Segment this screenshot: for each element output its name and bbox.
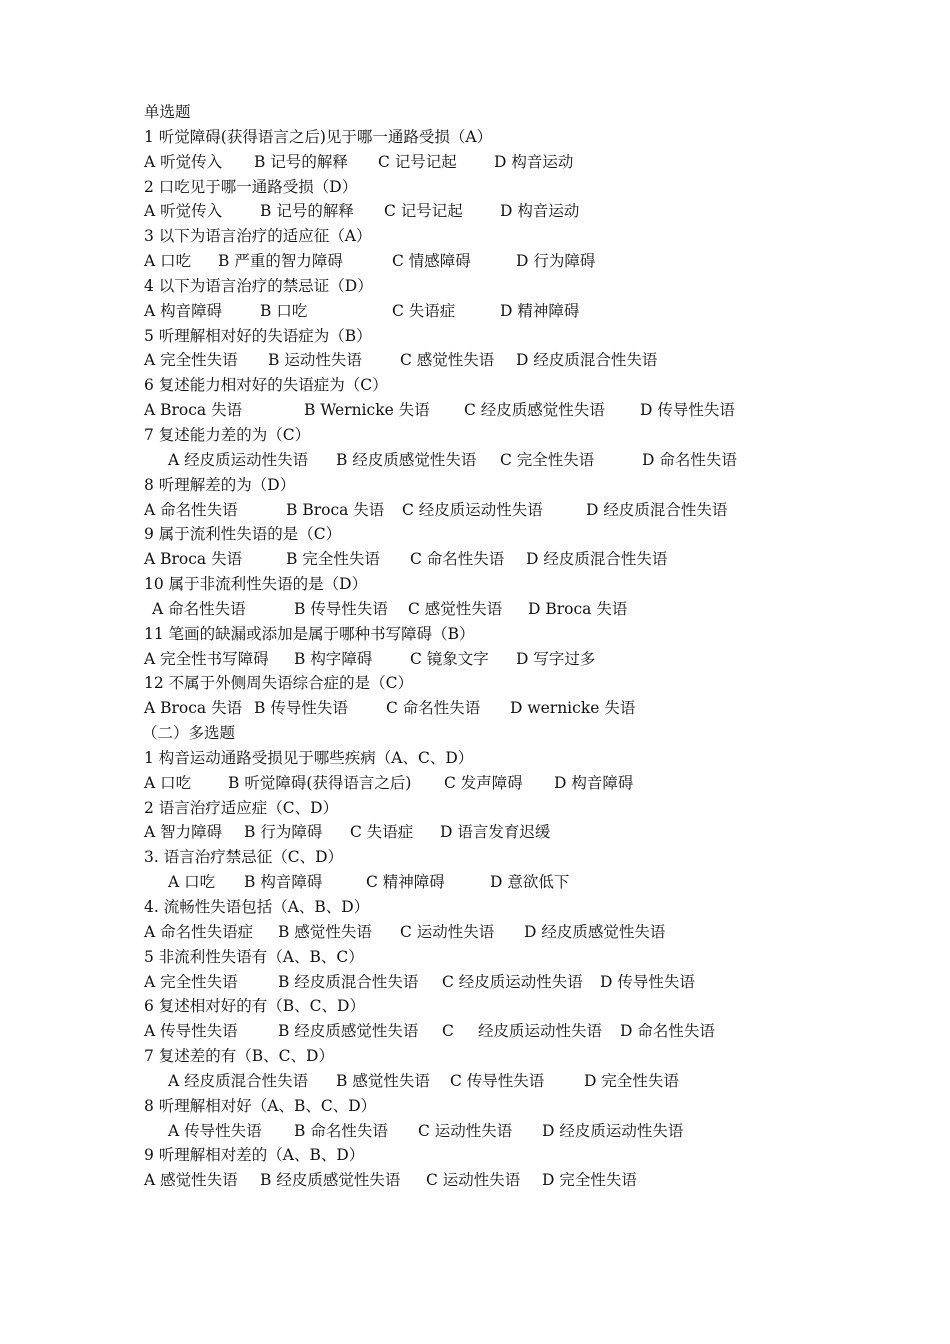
question-line-text: 6 复述相对好的有（B、C、D） (144, 997, 365, 1016)
option-text: C 经皮质运动性失语 (442, 972, 583, 991)
question-line (144, 423, 844, 448)
question-line-text: 6 复述能力相对好的失语症为（C） (144, 376, 388, 395)
option-text: A 听觉传入 (144, 202, 223, 221)
option-text: D 经皮质感觉性失语 (524, 922, 666, 941)
question-line (144, 324, 844, 349)
question-line (144, 895, 844, 920)
option-text: C 命名性失语 (386, 699, 481, 718)
option-text: A 传导性失语 (168, 1121, 262, 1140)
option-text: A 感觉性失语 (144, 1171, 238, 1190)
question-line-text: 2 语言治疗适应症（C、D） (144, 798, 339, 817)
option-text: B 经皮质感觉性失语 (260, 1171, 401, 1190)
question-line-text: 1 构音运动通路受损见于哪些疾病（A、C、D） (144, 748, 474, 767)
option-text: C 经皮质感觉性失语 (464, 401, 605, 420)
question-line (144, 671, 844, 696)
option-text: B 完全性失语 (286, 550, 380, 569)
options-line (144, 150, 844, 175)
options-line (144, 448, 844, 473)
option-text: D 经皮质混合性失语 (586, 500, 728, 519)
option-text: A 命名性失语 (144, 500, 238, 519)
options-line (144, 498, 844, 523)
option-text: B 经皮质感觉性失语 (278, 1022, 419, 1041)
option-text: A 传导性失语 (144, 1022, 238, 1041)
question-line (144, 1044, 844, 1069)
option-text: C 失语症 (350, 823, 414, 842)
option-text: A 完全性失语 (144, 972, 238, 991)
option-text: C 精神障碍 (366, 873, 445, 892)
question-line-text: 1 听觉障碍(获得语言之后)见于哪一通路受损（A） (144, 127, 493, 146)
question-line-text: 5 非流利性失语有（A、B、C） (144, 947, 364, 966)
question-line (144, 1143, 844, 1168)
option-text: B 命名性失语 (294, 1121, 388, 1140)
option-text: D 意欲低下 (490, 873, 570, 892)
options-line (144, 199, 844, 224)
option-text: A 完全性书写障碍 (144, 649, 269, 668)
option-text: B 经皮质混合性失语 (278, 972, 419, 991)
option-text: D 经皮质混合性失语 (526, 550, 668, 569)
option-text: C 运动性失语 (418, 1121, 513, 1140)
option-text: C 完全性失语 (500, 450, 595, 469)
options-line (144, 398, 844, 423)
question-line-text: 9 听理解相对差的（A、B、D） (144, 1146, 365, 1165)
question-line-text: 12 不属于外侧周失语综合症的是（C） (144, 674, 414, 693)
option-text: D 传导性失语 (600, 972, 695, 991)
section-title-multi-text: （二）多选题 (142, 724, 236, 743)
option-text: C 感觉性失语 (400, 351, 495, 370)
question-line-text: 10 属于非流利性失语的是（D） (144, 575, 368, 594)
question-line (144, 622, 844, 647)
option-text: B 传导性失语 (294, 599, 388, 618)
option-text: D Broca 失语 (528, 599, 628, 618)
question-line (144, 373, 844, 398)
option-text: 经皮质运动性失语 (478, 1022, 603, 1041)
option-text: A Broca 失语 (144, 699, 243, 718)
options-line (144, 771, 844, 796)
options-line (144, 970, 844, 995)
option-text: A 经皮质运动性失语 (168, 450, 309, 469)
option-text: D 完全性失语 (542, 1171, 637, 1190)
question-line (144, 845, 844, 870)
question-line (144, 796, 844, 821)
question-line (144, 473, 844, 498)
question-line-text: 3 以下为语言治疗的适应征（A） (144, 227, 372, 246)
question-line-text: 8 听理解差的为（D） (144, 475, 296, 494)
option-text: A 听觉传入 (144, 152, 223, 171)
options-line (144, 299, 844, 324)
option-text: D 经皮质混合性失语 (516, 351, 658, 370)
question-line-text: 5 听理解相对好的失语症为（B） (144, 326, 372, 345)
option-text: B 记号的解释 (254, 152, 348, 171)
options-line (144, 870, 844, 895)
question-line-text: 4. 流畅性失语包括（A、B、D） (144, 898, 370, 916)
option-text: B 感觉性失语 (336, 1071, 430, 1090)
question-line (144, 522, 844, 547)
options-line (144, 547, 844, 572)
option-text: C 情感障碍 (392, 252, 471, 271)
option-text: A 命名性失语 (152, 599, 246, 618)
question-line-text: 11 笔画的缺漏或添加是属于哪种书写障碍（B） (144, 624, 475, 643)
document-body (144, 100, 844, 1193)
option-text: B 感觉性失语 (278, 922, 372, 941)
question-line-text: 7 复述差的有（B、C、D） (144, 1047, 334, 1066)
question-line-text: 2 口吃见于哪一通路受损（D） (144, 177, 358, 196)
question-line (144, 994, 844, 1019)
options-line (144, 1119, 844, 1144)
option-text: D 写字过多 (516, 649, 596, 668)
option-text: C 命名性失语 (410, 550, 505, 569)
option-text: B 构字障碍 (294, 649, 373, 668)
option-text: B 传导性失语 (254, 699, 348, 718)
option-text: A Broca 失语 (144, 401, 243, 420)
options-line (144, 249, 844, 274)
option-text: C 运动性失语 (426, 1171, 521, 1190)
option-text: A 口吃 (144, 252, 192, 271)
section-title-single-text: 单选题 (144, 103, 191, 121)
option-text: B 经皮质感觉性失语 (336, 450, 477, 469)
option-text: C 镜象文字 (410, 649, 489, 668)
option-text: D 构音障碍 (554, 773, 634, 792)
option-text: B 记号的解释 (260, 202, 354, 221)
options-line (144, 348, 844, 373)
option-text: C 记号记起 (384, 202, 463, 221)
option-text: B 严重的智力障碍 (218, 252, 343, 271)
options-line (144, 1168, 844, 1193)
option-text: C (442, 1022, 454, 1041)
options-line (144, 597, 844, 622)
option-text: B 构音障碍 (244, 873, 323, 892)
option-text: C 发声障碍 (444, 773, 523, 792)
question-line (144, 224, 844, 249)
option-text: C 失语症 (392, 301, 456, 320)
question-line-text: 7 复述能力差的为（C） (144, 425, 311, 444)
option-text: B Broca 失语 (286, 500, 385, 519)
option-text: A 智力障碍 (144, 823, 223, 842)
options-line (144, 820, 844, 845)
section-title-multi (144, 721, 844, 746)
option-text: C 经皮质运动性失语 (402, 500, 543, 519)
options-line (144, 696, 844, 721)
option-text: D 传导性失语 (640, 401, 735, 420)
options-line (144, 1069, 844, 1094)
option-text: D 精神障碍 (500, 301, 580, 320)
option-text: C 传导性失语 (450, 1071, 545, 1090)
option-text: D 经皮质运动性失语 (542, 1121, 684, 1140)
question-line (144, 746, 844, 771)
section-title-single (144, 100, 844, 125)
option-text: A Broca 失语 (144, 550, 243, 569)
option-text: B 口吃 (260, 301, 308, 320)
option-text: A 口吃 (168, 873, 216, 892)
option-text: D 完全性失语 (584, 1071, 679, 1090)
options-line (144, 920, 844, 945)
option-text: A 完全性失语 (144, 351, 238, 370)
option-text: C 记号记起 (378, 152, 457, 171)
question-line (144, 1094, 844, 1119)
option-text: D 命名性失语 (620, 1022, 715, 1041)
question-line (144, 125, 844, 150)
option-text: B 行为障碍 (244, 823, 323, 842)
option-text: D 行为障碍 (516, 252, 596, 271)
question-line-text: 3. 语言治疗禁忌征（C、D） (144, 848, 344, 867)
question-line (144, 945, 844, 970)
question-line (144, 572, 844, 597)
option-text: A 经皮质混合性失语 (168, 1071, 309, 1090)
option-text: D 构音运动 (494, 152, 574, 171)
option-text: B Wernicke 失语 (304, 401, 430, 420)
options-line (144, 1019, 844, 1044)
option-text: C 运动性失语 (400, 922, 495, 941)
option-text: A 口吃 (144, 773, 192, 792)
question-line-text: 9 属于流利性失语的是（C） (144, 525, 342, 544)
option-text: B 运动性失语 (268, 351, 362, 370)
question-line (144, 274, 844, 299)
question-line-text: 4 以下为语言治疗的禁忌证（D） (144, 276, 373, 295)
option-text: A 命名性失语症 (144, 922, 254, 941)
option-text: A 构音障碍 (144, 301, 223, 320)
option-text: D wernicke 失语 (510, 699, 636, 718)
option-text: D 命名性失语 (642, 450, 737, 469)
option-text: C 感觉性失语 (408, 599, 503, 618)
option-text: D 构音运动 (500, 202, 580, 221)
option-text: B 听觉障碍(获得语言之后) (228, 773, 412, 792)
question-line-text: 8 听理解相对好（A、B、C、D） (144, 1096, 377, 1115)
options-line (144, 647, 844, 672)
question-line (144, 175, 844, 200)
option-text: D 语言发育迟缓 (440, 823, 551, 842)
